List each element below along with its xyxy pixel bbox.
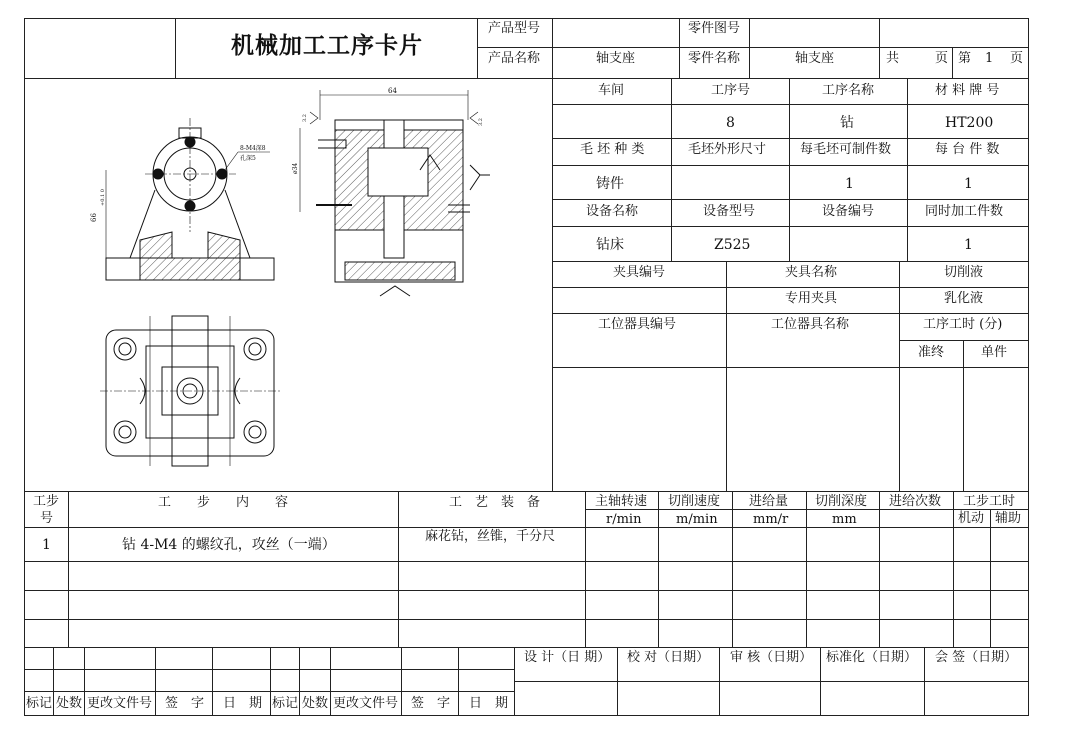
station-tool-no-label: 工位器具编号 (598, 317, 677, 332)
mark-label-1: 标记 (26, 696, 53, 711)
col-speed-unit: r/min (606, 512, 642, 527)
equip-model-label: 设备型号 (703, 204, 756, 219)
check-label: 校 对（日期） (627, 650, 710, 665)
op-name-label: 工序名称 (822, 83, 875, 98)
step-row-1-no[interactable]: 1 (42, 537, 51, 553)
page-number-label: 第 (958, 51, 972, 66)
blank-type-value[interactable]: 铸件 (596, 176, 624, 192)
prep-time-label: 准终 (918, 345, 945, 360)
equip-no-label: 设备编号 (822, 204, 875, 219)
page-unit-2: 页 (1010, 51, 1024, 66)
sign-label-1: 签 字 (165, 696, 205, 711)
product-model-label: 产品型号 (488, 21, 541, 36)
unit-time-label: 单件 (981, 345, 1008, 360)
col-cut-speed: 切削速度 (668, 494, 721, 509)
date-label-1: 日 期 (223, 696, 263, 711)
col-step-no-1: 工步 (33, 494, 60, 509)
standard-label: 标准化（日期） (826, 650, 918, 665)
count-label-2: 处数 (302, 696, 329, 711)
page-unit-1: 页 (935, 51, 949, 66)
doc-label-2: 更改文件号 (333, 696, 399, 711)
card-title: 机械加工工序卡片 (231, 32, 423, 59)
step-row-1-content[interactable]: 钻 4-M4 的螺纹孔，攻丝（一端） (122, 537, 336, 553)
top-view (100, 316, 280, 466)
design-label: 设 计（日 期） (524, 650, 611, 665)
count-label-1: 处数 (56, 696, 83, 711)
product-name-value[interactable]: 轴支座 (596, 51, 636, 66)
op-time-label: 工序工时 (分) (923, 317, 1003, 332)
col-equipment: 工 艺 装 备 (449, 495, 541, 510)
total-pages-label: 共 (886, 51, 900, 66)
op-name-value[interactable]: 钻 (840, 115, 854, 131)
col-step-time: 工步工时 (963, 494, 1016, 509)
mark-label-2: 标记 (272, 696, 299, 711)
col-speed: 主轴转速 (595, 494, 648, 509)
dim-tol-label: +0.1 0 (100, 189, 106, 206)
fixture-name-value[interactable]: 专用夹具 (785, 291, 838, 306)
pieces-per-blank-value[interactable]: 1 (845, 176, 854, 192)
part-name-label: 零件名称 (688, 51, 741, 66)
step-row-1-equipment[interactable]: 麻花钻，丝锥，千分尺 (425, 529, 556, 544)
col-feed: 进给量 (749, 494, 789, 509)
roughness-2: 3.2 (478, 118, 484, 126)
material-label: 材 料 牌 号 (935, 83, 1000, 98)
hole-note-2: 孔深5 (240, 155, 256, 162)
fixture-no-label: 夹具编号 (613, 265, 666, 280)
dim-66-label: 66 (90, 213, 98, 222)
material-value[interactable]: HT200 (945, 115, 994, 131)
col-feed-unit: mm/r (753, 512, 789, 527)
col-step-no-2: 号 (40, 511, 54, 526)
part-drawing-label: 零件图号 (688, 21, 741, 36)
pieces-per-unit-label: 每 台 件 数 (935, 142, 1000, 157)
front-view (90, 118, 274, 280)
equip-name-value[interactable]: 钻床 (596, 237, 624, 253)
review-label: 审 核（日期） (730, 650, 813, 665)
op-no-value[interactable]: 8 (726, 115, 735, 131)
coolant-value[interactable]: 乳化液 (944, 291, 984, 306)
col-machine: 机动 (958, 511, 985, 526)
equip-model-value[interactable]: Z525 (714, 237, 751, 253)
equip-name-label: 设备名称 (586, 204, 639, 219)
col-cut-speed-unit: m/min (676, 512, 718, 527)
coolant-label: 切削液 (944, 265, 984, 280)
op-no-label: 工序号 (711, 83, 751, 98)
page-number-value[interactable]: 1 (985, 51, 994, 66)
countersign-label: 会 签（日期） (935, 650, 1018, 665)
blank-size-label: 毛坯外形尺寸 (688, 142, 767, 157)
product-name-label: 产品名称 (488, 51, 541, 66)
hole-note: 8-M4深8 (240, 145, 266, 152)
blank-type-label: 毛 坯 种 类 (580, 142, 645, 157)
sign-label-2: 签 字 (411, 696, 451, 711)
workshop-label: 车间 (598, 83, 625, 98)
pieces-per-blank-label: 每毛坯可制件数 (800, 142, 892, 157)
col-aux: 辅助 (995, 511, 1022, 526)
col-depth: 切削深度 (815, 494, 868, 509)
simul-label: 同时加工件数 (925, 204, 1004, 219)
col-content: 工 步 内 容 (158, 495, 289, 510)
col-passes: 进给次数 (889, 494, 942, 509)
dim-phi34-label: ø34 (292, 162, 299, 174)
simul-value[interactable]: 1 (964, 237, 973, 253)
station-tool-name-label: 工位器具名称 (771, 317, 850, 332)
side-section-view (292, 87, 490, 296)
roughness-1: 3.2 (302, 114, 308, 122)
part-name-value[interactable]: 轴支座 (795, 51, 835, 66)
doc-label-1: 更改文件号 (87, 696, 153, 711)
pieces-per-unit-value[interactable]: 1 (964, 176, 973, 192)
fixture-name-label: 夹具名称 (785, 265, 838, 280)
date-label-2: 日 期 (469, 696, 509, 711)
col-depth-unit: mm (832, 512, 857, 527)
dim-64-label: 64 (388, 87, 397, 95)
